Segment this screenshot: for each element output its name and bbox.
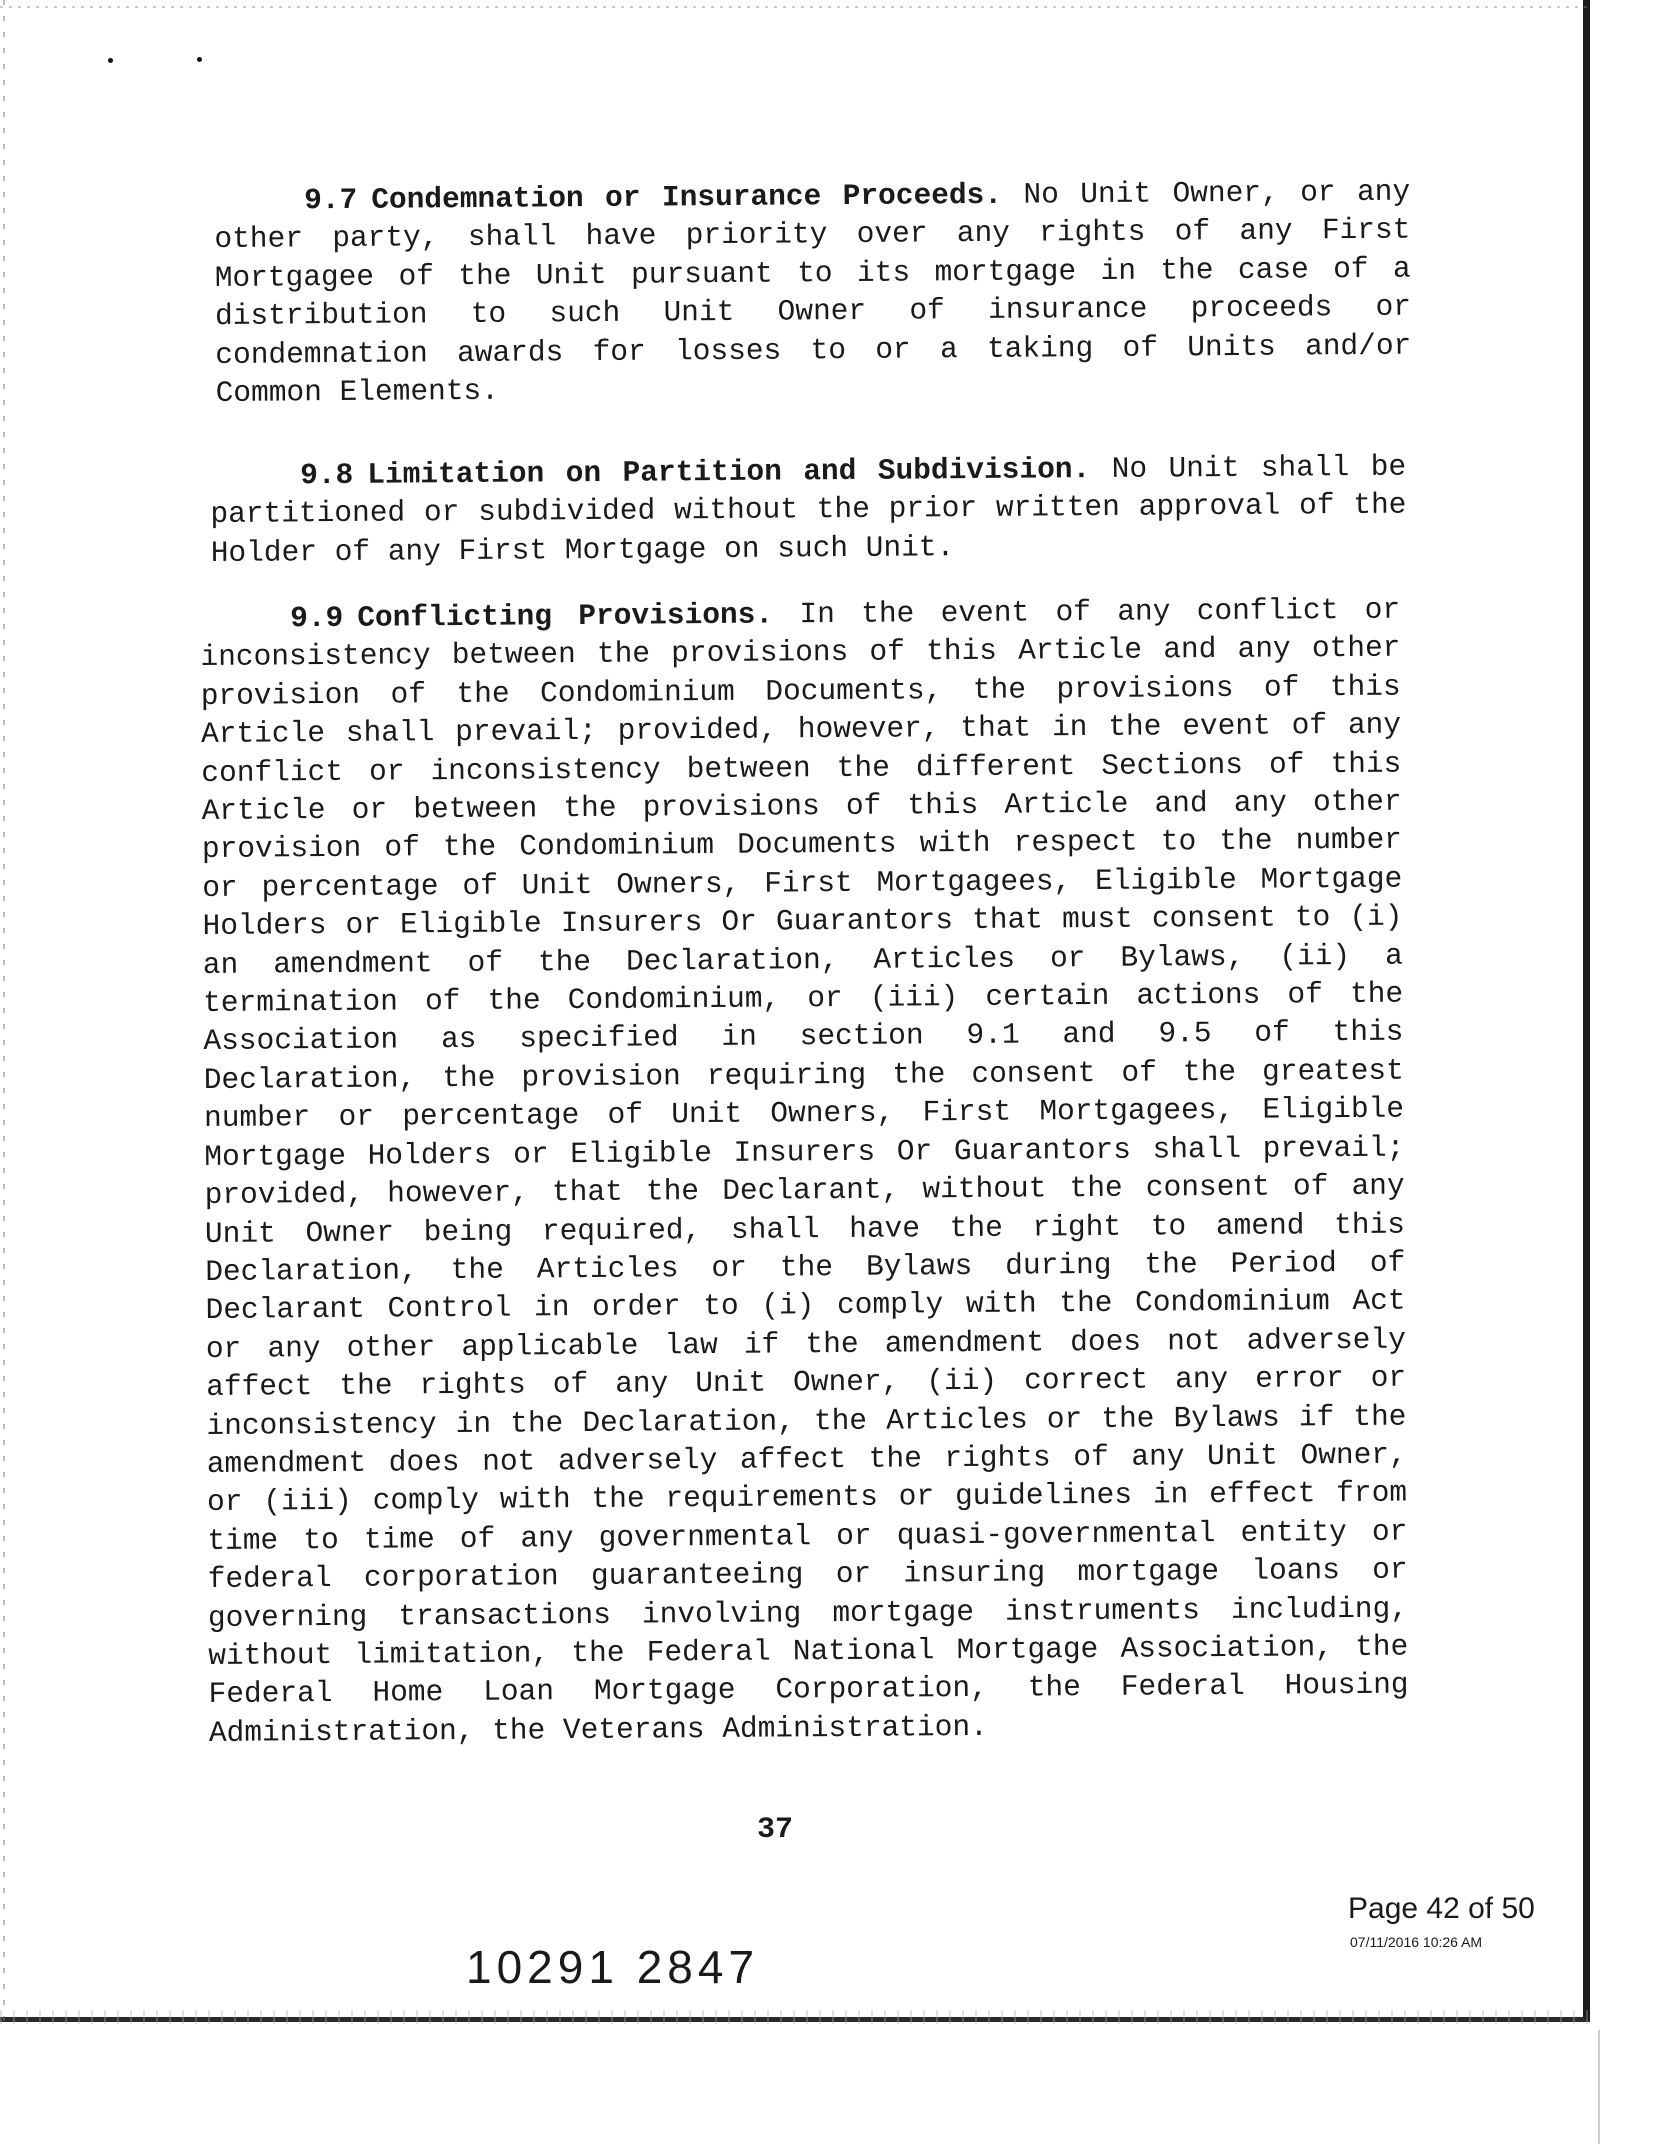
section-number: 9.8 xyxy=(300,457,354,493)
scan-speck xyxy=(108,58,113,63)
scan-bottom-marks xyxy=(0,2010,1590,2024)
section-body: No Unit shall be partitioned or subdivided without the prior written approval of the Holder of any First Mortgage on such Unit. xyxy=(210,449,1407,570)
section-body: In the event of any conflict or inconsistency between the provisions of this Article and any other provision of the Condominium Documents, the provisions of this Article shall prevail; provided, however, that in the event of any conflict or inconsistency between the different Sections of this Article or between the provisions of this Article and any other provision of the Condominium Documents with respect to the number or percentage of Unit Owners, First Mortgagees, Eligible Mortgage Holders or Eligible Insurers Or Guarantors that must consent to (i) an amendment of the Declaration, Articles or Bylaws, (ii) a termination of the Condominium, or (iii) certain actions of the Association as specified in section 9.1 and 9.5 of this Declaration, the provision requiring the consent of the greatest number or percentage of Unit Owners, First Mortgagees, Eligible Mortgage Holders or Eligible Insurers Or Guarantors shall prevail; provided, however, that the Declarant, without the consent of any Unit Owner being required, shall have the right to amend this Declaration, the Articles or the Bylaws during the Period of Declarant Control in order to (i) comply with the Condominium Act or any other applicable law if the amendment does not adversely affect the rights of any Unit Owner, (ii) correct any error or inconsistency in the Declaration, the Articles or the Bylaws if the amendment does not adversely affect the rights of any Unit Owner, or (iii) comply with the requirements or guidelines in effect from time to time of any governmental or quasi-governmental entity or federal corporation guaranteeing or insuring mortgage loans or governing transactions involving mortgage instruments including, without limitation, the Federal National Mortgage Association, the Federal Home Loan Mortgage Corporation, the Federal Housing Administration, the Veterans Administration. xyxy=(200,592,1409,1750)
scan-right-rule xyxy=(1598,2030,1600,2144)
section-heading: Condemnation or Insurance Proceeds. xyxy=(371,177,1003,217)
page-of-label: Page 42 of 50 xyxy=(1348,1892,1535,1925)
book-page-reference: 10291 2847 xyxy=(466,1941,760,1993)
section-heading: Conflicting Provisions. xyxy=(357,597,774,635)
section-9-9 xyxy=(200,591,1409,1753)
scan-top-edge xyxy=(0,6,1590,8)
page-number: 37 xyxy=(757,1813,794,1847)
section-heading: Limitation on Partition and Subdivision. xyxy=(367,452,1091,492)
section-number: 9.7 xyxy=(304,182,358,218)
scan-speck xyxy=(197,57,202,62)
section-number: 9.9 xyxy=(290,600,344,636)
section-body: No Unit Owner, or any other party, shall have priority over any rights of any First Mortgagee of the Unit pursuant to its mortgage in the case of a distribution to such Unit Owner of insurance proceeds or condemnation awards for losses to or a taking of Units and/or Common Elements. xyxy=(214,174,1412,411)
scan-left-edge xyxy=(3,0,5,2022)
recording-timestamp: 07/11/2016 10:26 AM xyxy=(1350,1934,1483,1950)
section-9-7 xyxy=(214,173,1412,413)
section-9-8 xyxy=(210,448,1407,573)
